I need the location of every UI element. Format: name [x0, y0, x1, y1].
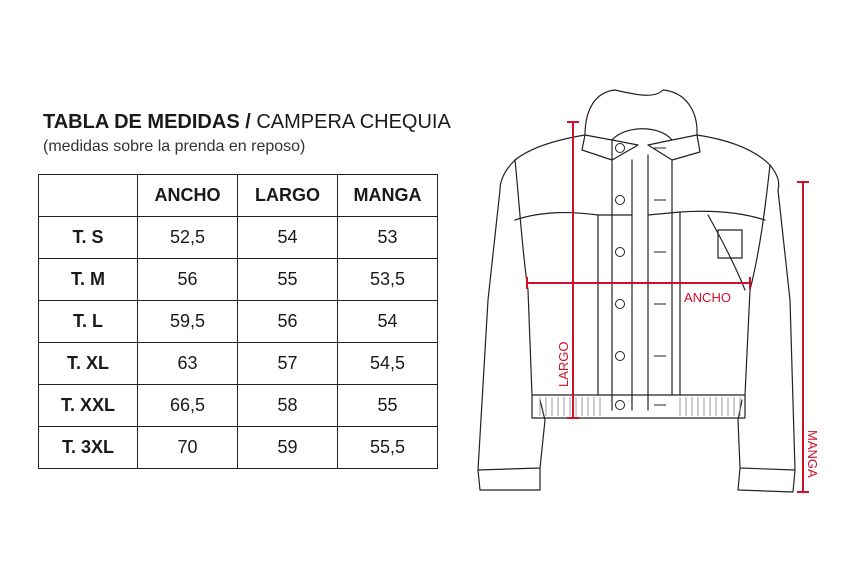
- size-label: T. L: [39, 301, 138, 343]
- manga-cell: 55,5: [338, 427, 438, 469]
- jacket-button: [616, 300, 625, 309]
- column-header-ancho: ANCHO: [138, 175, 238, 217]
- jacket-button: [616, 248, 625, 257]
- size-label: T. XL: [39, 343, 138, 385]
- jacket-buttonhole: [654, 148, 666, 405]
- jacket-right-cuff: [738, 468, 795, 492]
- jacket-pocket-seam: [708, 215, 745, 290]
- manga-cell: 55: [338, 385, 438, 427]
- size-label: T. S: [39, 217, 138, 259]
- jacket-right-shoulder: [697, 135, 779, 190]
- ancho-label: ANCHO: [684, 290, 731, 305]
- jacket-right-sleeve: [738, 190, 795, 470]
- ancho-cell: 66,5: [138, 385, 238, 427]
- manga-label: MANGA: [805, 430, 820, 478]
- jacket-right-side: [745, 290, 750, 395]
- manga-cell: 54,5: [338, 343, 438, 385]
- jacket-button: [616, 196, 625, 205]
- jacket-right-armhole: [750, 165, 770, 290]
- jacket-button: [616, 144, 625, 153]
- measurement-lines: [527, 122, 809, 492]
- jacket-neckline: [612, 129, 672, 140]
- largo-cell: 54: [238, 217, 338, 259]
- jacket-right-ribbing: [680, 397, 740, 416]
- jacket-buttonholes: [654, 148, 666, 405]
- ancho-cell: 52,5: [138, 217, 238, 259]
- title-bold: TABLA DE MEDIDAS /: [43, 111, 251, 133]
- largo-label: LARGO: [556, 341, 571, 387]
- jacket-collar-left: [582, 135, 638, 160]
- jacket-left-sleeve: [478, 190, 545, 470]
- column-header-largo: LARGO: [238, 175, 338, 217]
- jacket-hem-ribbing: [540, 397, 740, 416]
- largo-cell: 58: [238, 385, 338, 427]
- jacket-chest-pocket: [718, 230, 742, 258]
- largo-cell: 57: [238, 343, 338, 385]
- jacket-left-ribbing: [540, 397, 600, 416]
- largo-cell: 59: [238, 427, 338, 469]
- jacket-left-side: [528, 290, 532, 395]
- size-label: T. M: [39, 259, 138, 301]
- title-regular: CAMPERA CHEQUIA: [250, 111, 451, 133]
- size-label: T. XXL: [39, 385, 138, 427]
- size-label: T. 3XL: [39, 427, 138, 469]
- column-header-manga: MANGA: [338, 175, 438, 217]
- ancho-cell: 59,5: [138, 301, 238, 343]
- page-subtitle: (medidas sobre la prenda en reposo): [43, 138, 306, 155]
- jacket-right-yoke: [648, 211, 765, 220]
- jacket-outline: [478, 90, 795, 492]
- manga-cell: 53: [338, 217, 438, 259]
- ancho-cell: 63: [138, 343, 238, 385]
- jacket-left-cuff: [478, 468, 540, 490]
- manga-cell: 54: [338, 301, 438, 343]
- jacket-button: [616, 352, 625, 361]
- largo-cell: 56: [238, 301, 338, 343]
- jacket-left-armhole: [515, 160, 528, 290]
- manga-cell: 53,5: [338, 259, 438, 301]
- ancho-cell: 70: [138, 427, 238, 469]
- jacket-buttons: [616, 144, 625, 410]
- ancho-cell: 56: [138, 259, 238, 301]
- largo-cell: 55: [238, 259, 338, 301]
- jacket-button: [616, 401, 625, 410]
